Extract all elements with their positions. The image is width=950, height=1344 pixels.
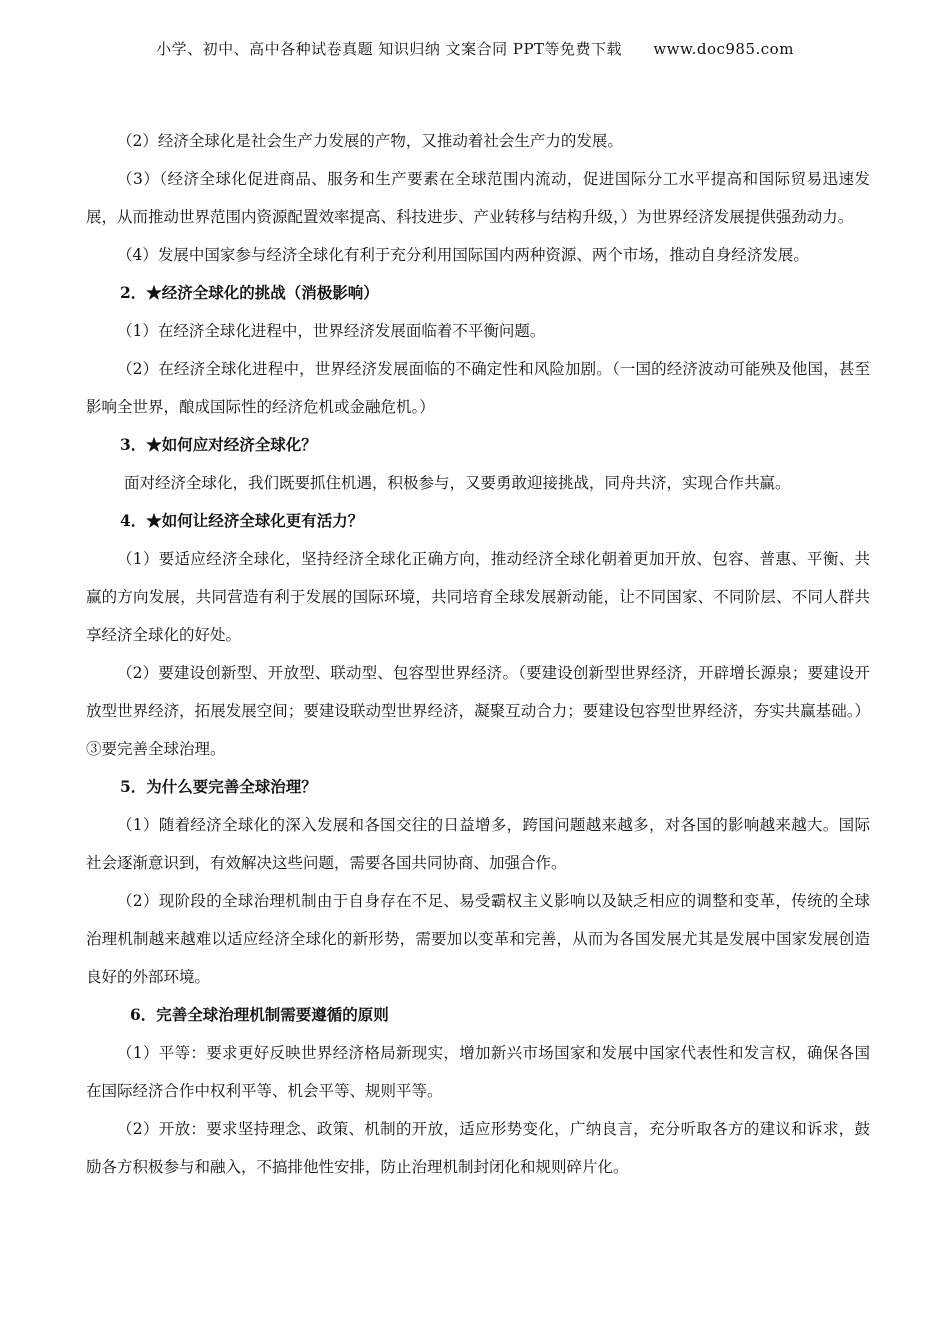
paragraph: 面对经济全球化，我们既要抓住机遇，积极参与，又要勇敢迎接挑战，同舟共济，实现合作共赢。 bbox=[124, 474, 791, 492]
paragraph: （1）在经济全球化进程中，世界经济发展面临着不平衡问题。 bbox=[117, 322, 546, 340]
paragraph: （1）平等：要求更好反映世界经济格局新现实，增加新兴市场国家和发展中国家代表性和发言权，确保各国在国际经济合作中权利平等、机会平等、规则平等。 bbox=[86, 1044, 870, 1100]
paragraph: （2）要建设创新型、开放型、联动型、包容型世界经济。（要建设创新型世界经济，开辟增长源泉；要建设开放型世界经济，拓展发展空间；要建设联动型世界经济，凝聚互动合力；要建设包容型世界经济，夯实共赢基础。）③要完善全球治理。 bbox=[86, 664, 870, 758]
page-header bbox=[0, 38, 950, 59]
section-heading-2: 2．★经济全球化的挑战（消极影响） bbox=[120, 283, 379, 302]
section-heading-3: 3．★如何应对经济全球化？ bbox=[120, 435, 317, 454]
document-body bbox=[86, 122, 870, 1186]
paragraph: （2）在经济全球化进程中，世界经济发展面临的不确定性和风险加剧。（一国的经济波动可能殃及他国，甚至影响全世界，酿成国际性的经济危机或金融危机。） bbox=[86, 360, 870, 416]
paragraph: （1）要适应经济全球化，坚持经济全球化正确方向，推动经济全球化朝着更加开放、包容、普惠、平衡、共赢的方向发展，共同营造有利于发展的国际环境，共同培育全球发展新动能，让不同国家、不同阶层、不同人群共享经济全球化的好处。 bbox=[86, 550, 870, 644]
paragraph: （2）现阶段的全球治理机制由于自身存在不足、易受霸权主义影响以及缺乏相应的调整和变革，传统的全球治理机制越来越难以适应经济全球化的新形势，需要加以变革和完善，从而为各国发展尤其是发展中国家发展创造良好的外部环境。 bbox=[86, 892, 870, 986]
paragraph: （1）随着经济全球化的深入发展和各国交往的日益增多，跨国问题越来越多，对各国的影响越来越大。国际社会逐渐意识到，有效解决这些问题，需要各国共同协商、加强合作。 bbox=[86, 816, 870, 872]
header-title: 小学、初中、高中各种试卷真题 知识归纳 文案合同 PPT等免费下载 bbox=[156, 40, 623, 58]
header-url[interactable]: www.doc985.com bbox=[653, 40, 794, 58]
paragraph: （2）经济全球化是社会生产力发展的产物，又推动着社会生产力的发展。 bbox=[117, 132, 623, 150]
paragraph: （2）开放：要求坚持理念、政策、机制的开放，适应形势变化，广纳良言，充分听取各方的建议和诉求，鼓励各方积极参与和融入，不搞排他性安排，防止治理机制封闭化和规则碎片化。 bbox=[86, 1120, 870, 1176]
section-heading-4: 4．★如何让经济全球化更有活力？ bbox=[120, 511, 364, 530]
paragraph: （4）发展中国家参与经济全球化有利于充分利用国际国内两种资源、两个市场，推动自身经济发展。 bbox=[117, 246, 809, 264]
paragraph: （3）（经济全球化促进商品、服务和生产要素在全球范围内流动，促进国际分工水平提高和国际贸易迅速发展，从而推动世界范围内资源配置效率提高、科技进步、产业转移与结构升级，）为世界经济发展提供强劲动力。 bbox=[86, 170, 870, 226]
section-heading-6: 6．完善全球治理机制需要遵循的原则 bbox=[130, 1005, 389, 1024]
section-heading-5: 5．为什么要完善全球治理？ bbox=[120, 777, 317, 796]
